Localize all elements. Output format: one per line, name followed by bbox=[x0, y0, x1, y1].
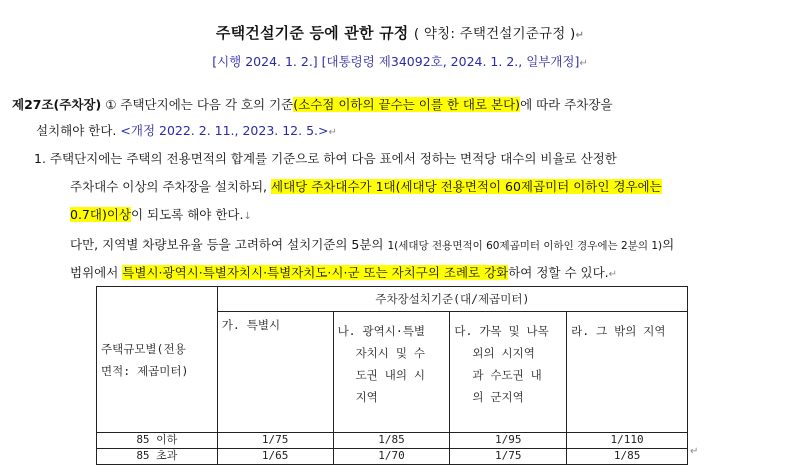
value-cell: 1/85 bbox=[333, 433, 450, 449]
value-cell: 1/65 bbox=[217, 449, 333, 465]
item-text: 범위에서 bbox=[70, 265, 119, 280]
document-title bbox=[0, 22, 800, 43]
column-header-line: 의 군지역 bbox=[472, 390, 524, 404]
table-row bbox=[97, 433, 688, 449]
item-text: 주차대수 이상의 주차장을 설치하되, bbox=[70, 179, 268, 194]
highlight-text: 세대당 주차대수가 1대(세대당 전용면적이 60제곱미터 이하인 경우에는 bbox=[271, 179, 662, 194]
size-cell: 85 이하 bbox=[97, 433, 218, 449]
table-header-row bbox=[97, 287, 688, 312]
highlight-text: (소수점 이하의 끝수는 이를 한 대로 본다) bbox=[293, 97, 521, 112]
law-title: 주택건설기준 등에 관한 규정 bbox=[215, 24, 409, 42]
column-header-a bbox=[217, 312, 333, 433]
paragraph-mark-icon: ↵ bbox=[328, 127, 337, 138]
article-line-1 bbox=[12, 96, 613, 114]
article-text: 주택단지에는 다음 각 호의 기준 bbox=[120, 97, 294, 112]
column-header-line: 나. 광역시·특별 bbox=[337, 324, 425, 338]
article-text: 설치해야 한다. bbox=[36, 123, 117, 138]
column-header-b bbox=[333, 312, 450, 433]
table-row bbox=[97, 449, 688, 465]
parking-standards-table bbox=[96, 286, 688, 465]
value-cell: 1/95 bbox=[450, 433, 567, 449]
item1-line-5 bbox=[70, 264, 617, 284]
column-group-header: 주차장설치기준(대/제곱미터) bbox=[217, 287, 687, 312]
column-header-line: 다. 가목 및 나목 bbox=[454, 324, 549, 338]
row-header-cell bbox=[97, 287, 218, 433]
value-cell: 1/75 bbox=[217, 433, 333, 449]
highlight-text: 0.7대)이상 bbox=[70, 207, 131, 222]
size-cell: 85 초과 bbox=[97, 449, 218, 465]
column-header-line: 도권 내의 시 bbox=[355, 368, 425, 382]
item-text: 주택단지에는 주택의 전용면적의 합계를 기준으로 하여 다음 표에서 정하는 면적당 대수의 비율로 산정한 bbox=[49, 151, 617, 166]
article-number: 제27조(주차장) bbox=[12, 97, 102, 112]
value-cell: 1/70 bbox=[333, 449, 450, 465]
column-header-d bbox=[567, 312, 688, 433]
column-header-c bbox=[450, 312, 567, 433]
value-cell: 1/85 bbox=[567, 449, 688, 465]
item-text: 의 bbox=[662, 237, 675, 252]
paragraph-mark-icon: ↵ bbox=[575, 30, 585, 41]
column-header-line: 라. 그 밖의 지역 bbox=[571, 324, 666, 338]
article-line-2 bbox=[36, 122, 337, 142]
revision-note: <개정 2022. 2. 11., 2023. 12. 5.> bbox=[120, 123, 329, 138]
paragraph-mark-icon: ↵ bbox=[579, 58, 588, 69]
clause-mark: ① bbox=[105, 97, 117, 112]
row-header-line: 면적: 제곱미터) bbox=[101, 363, 189, 378]
item1-line-4 bbox=[70, 236, 674, 255]
paragraph-mark-icon: ↵ bbox=[690, 446, 699, 457]
article-text: 에 따라 주차장을 bbox=[520, 97, 613, 112]
item-text: 이 되도록 해야 한다. bbox=[130, 207, 244, 222]
column-header-line: 과 수도권 내 bbox=[472, 368, 542, 382]
enactment-info bbox=[0, 52, 800, 70]
column-header-line: 지역 bbox=[355, 390, 378, 404]
item-small-text: 1(세대당 전용면적이 60제곱미터 이하인 경우에는 2분의 1) bbox=[387, 240, 663, 252]
column-header-line: 가. 특별시 bbox=[221, 318, 281, 332]
item1-line-1 bbox=[34, 150, 617, 168]
item-text: 다만, 지역별 차량보유율 등을 고려하여 설치기준의 5분의 bbox=[70, 237, 384, 252]
item-text: 하여 정할 수 있다. bbox=[508, 265, 609, 280]
row-header-line: 주택규모별(전용 bbox=[101, 341, 186, 356]
paragraph-mark-icon: ↵ bbox=[608, 269, 618, 280]
highlight-text: 특별시·광역시·특별자치시·특별자치도·시·군 또는 자치구의 조례로 강화 bbox=[122, 265, 509, 280]
value-cell: 1/75 bbox=[450, 449, 567, 465]
column-header-line: 자치시 및 수 bbox=[355, 346, 425, 360]
item1-line-2 bbox=[70, 178, 662, 196]
enactment-text: [시행 2024. 1. 2.] [대통령령 제34092호, 2024. 1. 2., 일부개정] bbox=[212, 54, 580, 69]
item-number: 1. bbox=[34, 151, 46, 166]
item1-line-3 bbox=[70, 206, 252, 226]
law-abbreviation: ( 약칭: 주택건설기준규정 ) bbox=[413, 26, 576, 42]
column-header-line: 외의 시지역 bbox=[472, 346, 535, 360]
paragraph-mark-icon: ↓ bbox=[243, 211, 252, 222]
value-cell: 1/110 bbox=[567, 433, 688, 449]
